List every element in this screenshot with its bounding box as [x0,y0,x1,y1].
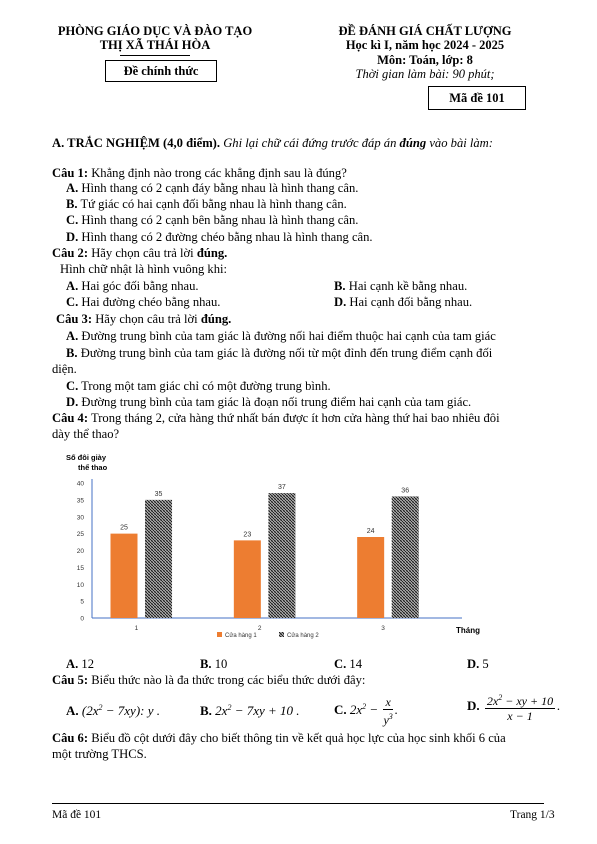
exam-code-box: Mã đề 101 [428,86,526,110]
q3-option-b: B. Đường trung bình của tam giác là đường nối từ một đỉnh đến trung điểm cạnh đối [66,346,493,360]
bar-1-2 [234,540,261,618]
q4-option-d: D. 5 [467,657,489,671]
q4-option-b: B. 10 [200,657,228,671]
q5-option-d: D. $\frac{2x^2 - xy + 10}{x - 1}$ . [467,693,561,724]
q2-option-a: A. Hai góc đối bằng nhau. [66,279,199,293]
q5-option-b: B. $2x^2 - 7xy + 10$ . [200,703,300,718]
x-tick-label: 1 [134,625,139,632]
question-6-cont: một trường THCS. [52,747,147,761]
footer-exam-code: Mã đề 101 [52,809,102,821]
footer-rule [52,803,544,804]
q2-option-c: C. Hai đường chéo bằng nhau. [66,295,221,309]
y-tick-label: 0 [80,615,84,623]
footer-page-number: Trang 1/3 [510,809,555,821]
subject-line: Môn: Toán, lớp: 8 [377,53,473,67]
x-axis-label: Tháng [456,626,480,635]
bar-2-2 [268,493,295,618]
q5-option-a: A. $(2x^2 - 7xy)$: y . [66,703,161,718]
q2-option-d: D. Hai cạnh đối bằng nhau. [334,295,473,309]
y-tick-label: 30 [76,514,84,522]
q3-option-b-cont: diện. [52,362,77,376]
semester-line: Học kì I, năm học 2024 - 2025 [345,38,505,52]
official-label: Đề chính thức [105,60,217,82]
question-6: Câu 6: Biểu đồ cột dưới đây cho biết thông tin về kết quả học lực của học sinh khối 6 của [52,731,506,745]
q1-option-a: A. Hình thang có 2 cạnh đáy bằng nhau là hình thang cân. [66,181,359,195]
y-axis-label-line2: thể thao [78,463,108,472]
time-line: Thời gian làm bài: 90 phút; [355,67,495,81]
bar-2-1 [145,500,172,618]
q3-option-c: C. Trong một tam giác chỉ có một đường trung bình. [66,379,331,393]
bar-1-3 [357,537,384,618]
question-1: Câu 1: Khẳng định nào trong các khẳng định sau là đúng? [52,166,347,180]
x-tick-label: 3 [381,625,385,632]
x-tick-label: 2 [257,625,262,632]
legend-label: Cửa hàng 2 [287,633,319,639]
bar-1-1 [111,534,138,618]
data-label: 23 [243,531,252,539]
q3-option-d: D. Đường trung bình của tam giác là đoạn nối trung điểm hai cạnh của tam giác. [66,395,472,409]
y-axis-label-line1: Số đôi giày [66,453,107,462]
q2-option-b: B. Hai cạnh kề bằng nhau. [334,279,468,293]
data-label: 37 [277,484,286,492]
question-4: Câu 4: Trong tháng 2, cửa hàng thứ nhất bán được ít hơn cửa hàng thứ hai bao nhiêu đôi [52,411,500,425]
q4-option-c: C. 14 [334,657,362,671]
legend-swatch [279,632,284,637]
question-3: Câu 3: Hãy chọn câu trả lời đúng. [56,312,232,326]
q1-option-b: B. Tứ giác có hai cạnh đối bằng nhau là hình thang cân. [66,197,347,211]
y-tick-label: 35 [76,497,84,505]
q1-option-d: D. Hình thang có 2 đường chéo bằng nhau là hình thang cân. [66,230,373,244]
town-name: THỊ XÃ THÁI HÒA [99,38,211,52]
section-a-heading: A. TRẮC NGHIỆM (4,0 điểm). Ghi lại chữ cái đứng trước đáp án đúng vào bài làm: [52,136,493,150]
data-label: 36 [401,487,410,495]
data-label: 25 [120,524,128,532]
y-tick-label: 40 [76,480,84,488]
department-name: PHÒNG GIÁO DỤC VÀ ĐÀO TẠO [57,24,253,38]
question-4-cont: dày thể thao? [52,427,120,441]
exam-title: ĐỀ ĐÁNH GIÁ CHẤT LƯỢNG [338,24,512,38]
q3-option-a: A. Đường trung bình của tam giác là đường nối hai điểm thuộc hai cạnh của tam giác [66,329,496,343]
bar-2-3 [392,497,419,619]
legend-swatch [217,632,222,637]
y-tick-label: 10 [76,581,84,589]
q2-stem: Hình chữ nhật là hình vuông khi: [60,262,228,276]
q1-option-c: C. Hình thang có 2 cạnh bên bằng nhau là hình thang cân. [66,213,359,227]
y-tick-label: 25 [76,531,84,539]
q4-option-a: A. 12 [66,657,94,671]
header-underline [120,55,190,56]
bar-chart [56,448,496,648]
legend-label: Cửa hàng 1 [225,633,257,639]
y-tick-label: 5 [80,598,84,606]
data-label: 24 [366,528,375,535]
question-5: Câu 5: Biểu thức nào là đa thức trong các biểu thức dưới đây: [52,673,366,687]
question-2: Câu 2: Hãy chọn câu trả lời đúng. [52,246,228,260]
y-tick-label: 15 [76,564,84,572]
data-label: 35 [154,490,163,498]
q5-option-c: C. $2x^2$ − $\frac{x}{y^3}$ . [334,695,399,728]
y-tick-label: 20 [76,548,84,555]
